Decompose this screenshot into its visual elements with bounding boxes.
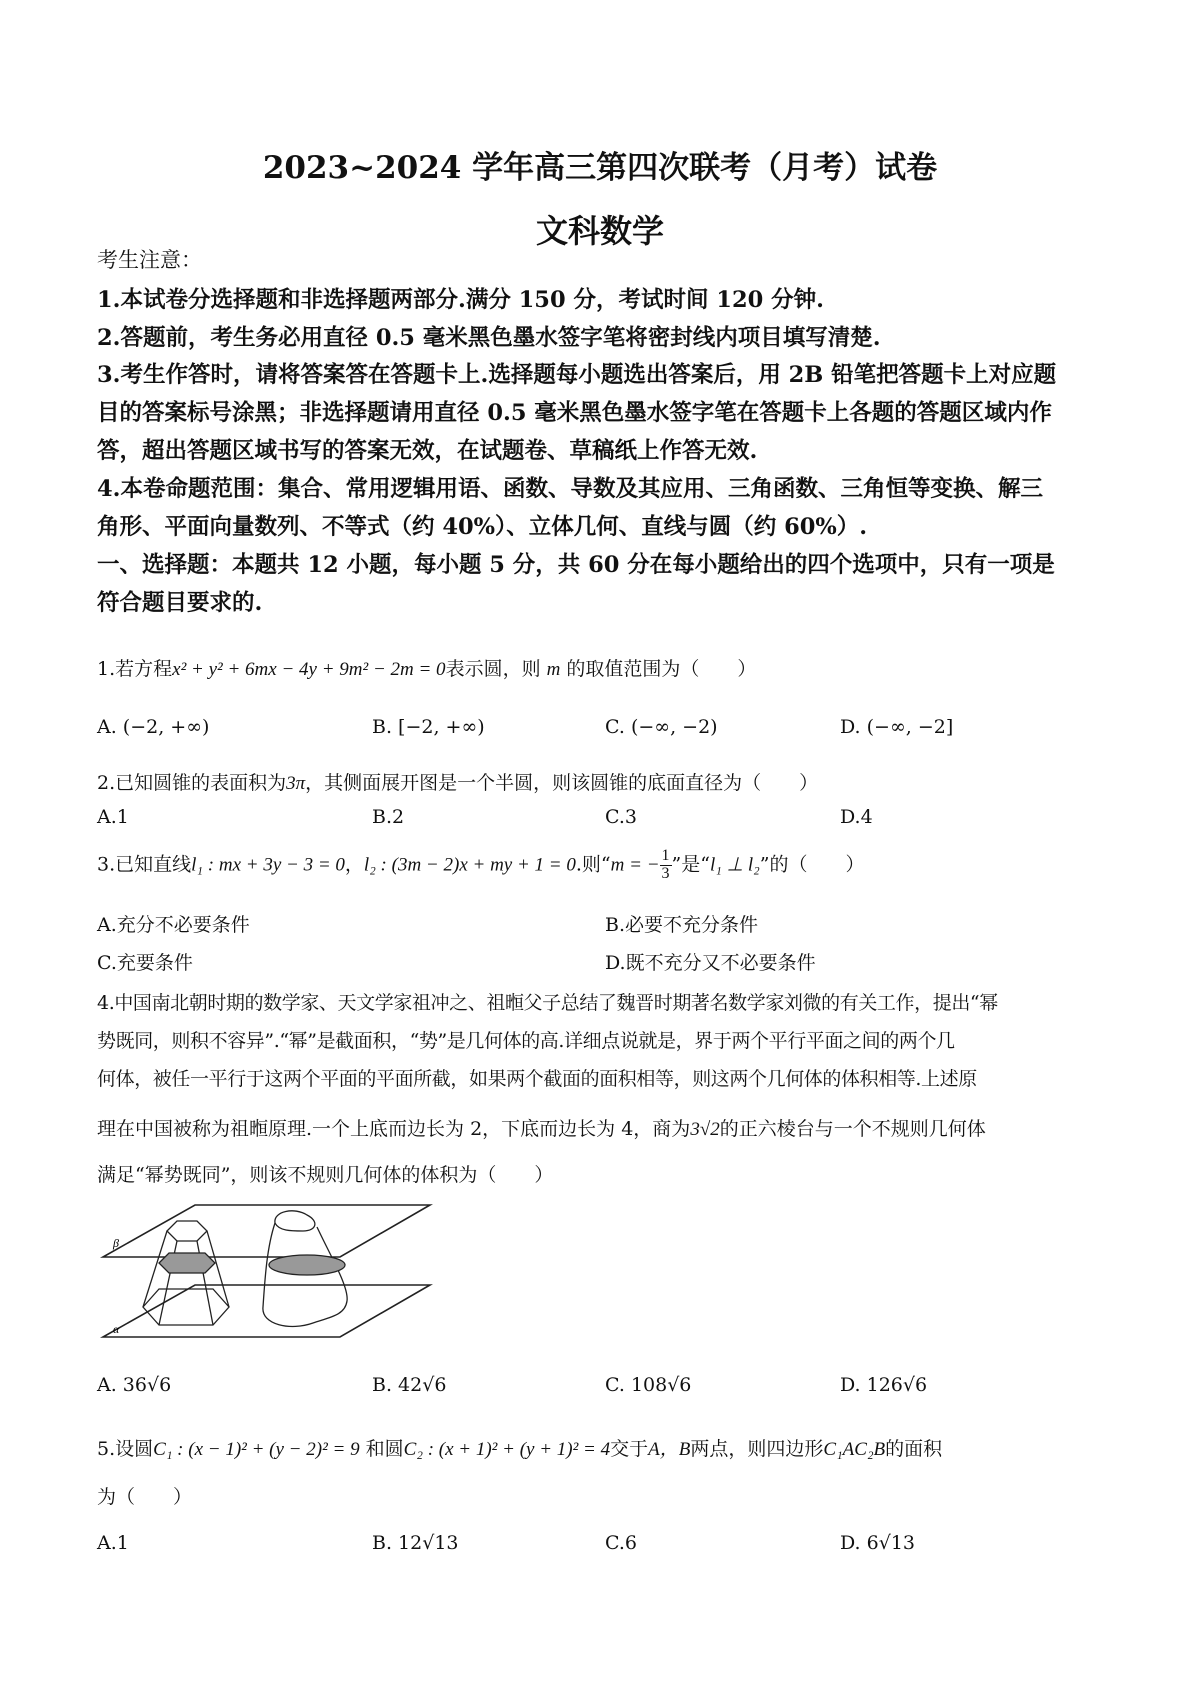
q3-line-1: l₁ : mx + 3y − 3 = 0 [191, 854, 345, 876]
question-5-line-2: 为（ ） [97, 1486, 193, 1508]
hexagonal-frustum [143, 1221, 229, 1325]
exam-title: 2023~2024 学年高三第四次联考（月考）试卷 [262, 150, 938, 186]
question-4-line-4: 理在中国被称为祖暅原理.一个上底而边长为 2，下底而边长为 4，商为3√2的正六棱台与一个不规则几何体 [97, 1118, 986, 1140]
q3-option-a[interactable]: A.充分不必要条件 [97, 914, 250, 936]
q2-option-c[interactable]: C.3 [605, 806, 637, 828]
q3-line-2: l₂ : (3m − 2)x + my + 1 = 0 [363, 854, 576, 876]
q2-option-b[interactable]: B.2 [372, 806, 405, 828]
q1-option-a[interactable]: A. (−2, +∞) [97, 716, 210, 738]
q2-option-d[interactable]: D.4 [840, 806, 873, 828]
q3-fraction: $\frac{1}{3}$ [661, 847, 670, 882]
plane-beta [103, 1205, 430, 1257]
q5-option-b[interactable]: B. 12√13 [372, 1532, 459, 1554]
q4-option-b[interactable]: B. 42√6 [372, 1374, 447, 1396]
notice-line-7: 角形、平面向量数列、不等式（约 40%）、立体几何、直线与圆（约 60%）. [97, 514, 868, 540]
q5-option-c[interactable]: C.6 [605, 1532, 637, 1554]
notice-line-6: 4.本卷命题范围：集合、常用逻辑用语、函数、导数及其应用、三角函数、三角恒等变换、解三 [97, 476, 1043, 502]
alpha-label: α [113, 1322, 120, 1336]
q1-equation: x² + y² + 6mx − 4y + 9m² − 2m = 0 [172, 659, 446, 680]
frustum-figure [95, 1197, 435, 1351]
section-heading-line-2: 符合题目要求的. [97, 590, 263, 616]
notice-line-3: 3.考生作答时，请将答案答在答题卡上.选择题每小题选出答案后，用 2B 铅笔把答题卡上对应题 [97, 362, 1057, 388]
notice-line-2: 2.答题前，考生务必用直径 0.5 毫米黑色墨水签字笔将密封线内项目填写清楚. [97, 325, 881, 351]
irregular-solid [263, 1211, 347, 1327]
notice-heading: 考生注意： [97, 248, 202, 272]
question-2: 2.已知圆锥的表面积为3π，其侧面展开图是一个半圆，则该圆锥的底面直径为（ ） [97, 772, 819, 794]
question-4-line-3: 何体，被任一平行于这两个平面的平面所截，如果两个截面的面积相等，则这两个几何体的体积相等.上述原 [97, 1068, 977, 1090]
zu-geng-diagram [95, 1197, 435, 1347]
q2-option-a[interactable]: A.1 [97, 806, 129, 828]
question-4-line-5: 满足“幂势既同”，则该不规则几何体的体积为（ ） [97, 1164, 554, 1186]
q4-option-c[interactable]: C. 108√6 [605, 1374, 692, 1396]
question-1: 1.若方程x² + y² + 6mx − 4y + 9m² − 2m = 0表示圆，则 m 的取值范围为（ ） [97, 658, 757, 680]
question-5: 5.设圆C₁ : (x − 1)² + (y − 2)² = 9 和圆C₂ : (x + 1)² + (y + 1)² = 4交于A，B两点，则四边形C₁AC₂B的面积 [97, 1438, 943, 1460]
question-3: 3.已知直线l₁ : mx + 3y − 3 = 0，l₂ : (3m − 2)x + my + 1 = 0.则“m = − $\frac{1}{3}$ ”是“l₁ ⊥ l₂”的（ ） [97, 847, 865, 882]
beta-label: β [113, 1236, 119, 1250]
question-4-line-2: 势既同，则积不容异”.“幂”是截面积，“势”是几何体的高.详细点说就是，界于两个平行平面之间的两个几 [97, 1030, 955, 1052]
question-4-line-1: 4.中国南北朝时期的数学家、天文学家祖冲之、祖暅父子总结了魏晋时期著名数学家刘微的有关工作，提出“幂 [97, 992, 998, 1014]
q3-option-b[interactable]: B.必要不充分条件 [605, 914, 759, 936]
q5-option-d[interactable]: D. 6√13 [840, 1532, 916, 1554]
section-heading-line-1: 一、选择题：本题共 12 小题，每小题 5 分，共 60 分在每小题给出的四个选项中，只有一项是 [97, 552, 1055, 578]
plane-alpha [103, 1285, 430, 1337]
q4-option-a[interactable]: A. 36√6 [97, 1374, 172, 1396]
q3-option-c[interactable]: C.充要条件 [97, 952, 193, 974]
notice-line-4: 目的答案标号涂黑；非选择题请用直径 0.5 毫米黑色墨水签字笔在答题卡上各题的答题区域内作 [97, 400, 1052, 426]
q4-option-d[interactable]: D. 126√6 [840, 1374, 928, 1396]
exam-subtitle: 文科数学 [535, 212, 664, 250]
q1-option-b[interactable]: B. [−2, +∞) [372, 716, 485, 738]
notice-line-1: 1.本试卷分选择题和非选择题两部分.满分 150 分，考试时间 120 分钟. [97, 287, 824, 313]
notice-line-5: 答，超出答题区域书写的答案无效，在试题卷、草稿纸上作答无效. [97, 438, 758, 464]
q3-option-d[interactable]: D.既不充分又不必要条件 [605, 952, 816, 974]
q5-option-a[interactable]: A.1 [97, 1532, 129, 1554]
q1-option-c[interactable]: C. (−∞, −2) [605, 716, 718, 738]
q1-option-d[interactable]: D. (−∞, −2] [840, 716, 954, 738]
